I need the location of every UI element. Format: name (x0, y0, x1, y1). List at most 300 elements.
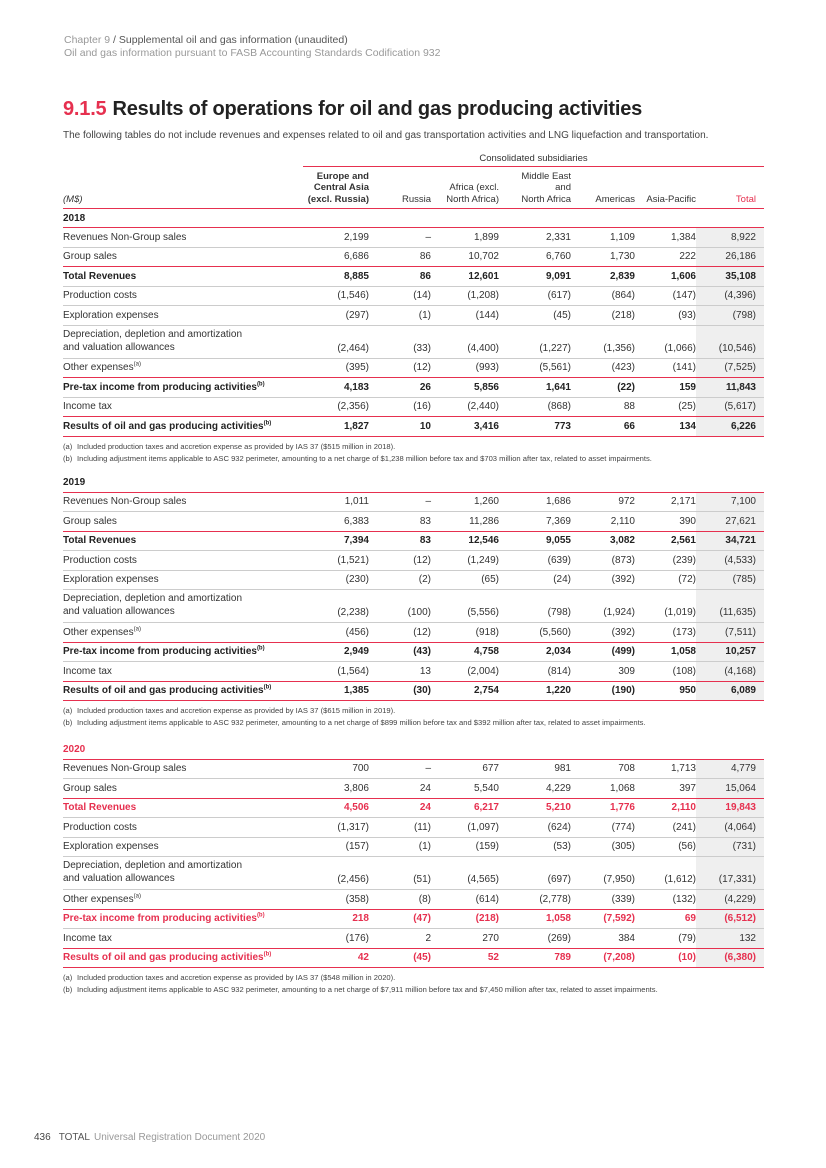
value-asia-pacific: 1,384 (635, 228, 696, 248)
value-russia: (1) (369, 837, 431, 857)
value-mena: (45) (499, 306, 571, 326)
note-b (63, 717, 764, 729)
row-label-text: Total Revenues (63, 270, 137, 282)
row-label-line1: Depreciation, depletion and amortization (63, 593, 242, 604)
row-exploration-expenses (63, 837, 764, 857)
value-africa: (144) (431, 306, 499, 326)
value-europe: 6,686 (303, 247, 369, 267)
value-americas: 384 (571, 929, 635, 949)
value-africa: 12,546 (431, 531, 499, 551)
value-asia-pacific: (56) (635, 837, 696, 857)
value-mena: (2,778) (499, 890, 571, 910)
value-asia-pacific: (10) (635, 948, 696, 968)
row-label (63, 929, 303, 949)
note-b-marker: (b) (63, 985, 73, 994)
value-total: (5,617) (696, 397, 764, 417)
value-africa: (993) (431, 358, 499, 378)
value-total: 6,226 (696, 417, 764, 437)
value-asia-pacific: 159 (635, 378, 696, 398)
row-label (63, 570, 303, 590)
row-label-text: Results of oil and gas producing activities (63, 420, 264, 432)
col-africa-l2: North Africa) (446, 193, 499, 205)
footnote-marker: (b) (263, 951, 272, 958)
row-label (63, 228, 303, 248)
value-africa: 270 (431, 929, 499, 949)
value-asia-pacific: (72) (635, 570, 696, 590)
footnote-marker: (a) (133, 626, 141, 633)
value-asia-pacific: (25) (635, 397, 696, 417)
value-russia: 83 (369, 531, 431, 551)
value-americas: (305) (571, 837, 635, 857)
value-russia: 26 (369, 378, 431, 398)
row-label-text: Income tax (63, 401, 112, 413)
value-americas: 2,839 (571, 267, 635, 287)
value-russia: (43) (369, 642, 431, 662)
section-title (63, 98, 642, 121)
value-mena: (24) (499, 570, 571, 590)
row-label (63, 837, 303, 857)
group-header-row (63, 150, 764, 166)
row-label (63, 492, 303, 512)
notes-2019 (63, 705, 764, 729)
value-total: (6,512) (696, 909, 764, 929)
row-label-text: Results of oil and gas producing activities (63, 952, 264, 964)
footnote-marker: (a) (133, 893, 141, 900)
note-b-text: Including adjustment items applicable to ASC 932 perimeter, amounting to a net charge of $7,911 million before tax and $7,450 million after tax, related to asset impairments. (77, 985, 658, 994)
value-mena: 9,091 (499, 267, 571, 287)
row-label-text: Revenues Non-Group sales (63, 763, 187, 775)
value-africa: 52 (431, 948, 499, 968)
row-label (63, 397, 303, 417)
value-total: 8,922 (696, 228, 764, 248)
value-russia: 86 (369, 247, 431, 267)
note-a-marker: (a) (63, 706, 73, 715)
value-africa: (1,208) (431, 286, 499, 306)
value-total: (798) (696, 306, 764, 326)
value-mena: 981 (499, 759, 571, 779)
value-mena: (624) (499, 818, 571, 838)
row-label (63, 551, 303, 571)
col-mena-l2: and (555, 182, 571, 193)
value-asia-pacific: 2,110 (635, 798, 696, 818)
row-depreciation (63, 325, 764, 358)
note-b (63, 453, 764, 465)
value-africa: 5,856 (431, 378, 499, 398)
value-total: 34,721 (696, 531, 764, 551)
value-russia: (12) (369, 623, 431, 643)
value-total: (4,064) (696, 818, 764, 838)
value-africa: 10,702 (431, 247, 499, 267)
value-asia-pacific: (108) (635, 662, 696, 682)
value-americas: (218) (571, 306, 635, 326)
value-asia-pacific: 397 (635, 779, 696, 799)
year-label: 2018 (63, 209, 303, 228)
col-total: Total (696, 166, 764, 209)
col-europe (303, 166, 369, 209)
row-label (63, 642, 303, 662)
year-label: 2020 (63, 740, 303, 759)
value-africa: (1,097) (431, 818, 499, 838)
value-mena: 1,641 (499, 378, 571, 398)
value-americas: (423) (571, 358, 635, 378)
row-label (63, 247, 303, 267)
value-europe: 1,385 (303, 681, 369, 701)
results-table-2018 (63, 150, 764, 437)
value-russia: 24 (369, 798, 431, 818)
note-a-text: Included production taxes and accretion expense as provided by IAS 37 ($515 million in 2018). (77, 441, 396, 451)
col-europe-l2: Central Asia (313, 182, 369, 193)
value-russia: (12) (369, 358, 431, 378)
value-africa: 4,758 (431, 642, 499, 662)
row-exploration-expenses (63, 306, 764, 326)
value-europe: 3,806 (303, 779, 369, 799)
value-americas: (864) (571, 286, 635, 306)
value-asia-pacific: 2,561 (635, 531, 696, 551)
row-label-text: Other expenses (63, 626, 134, 638)
value-asia-pacific: 1,713 (635, 759, 696, 779)
row-label-text: Results of oil and gas producing activities (63, 685, 264, 697)
value-russia: 83 (369, 512, 431, 532)
value-africa: 12,601 (431, 267, 499, 287)
value-europe: (395) (303, 358, 369, 378)
value-russia: (11) (369, 818, 431, 838)
value-russia: 86 (369, 267, 431, 287)
row-other-expenses (63, 358, 764, 378)
value-total: 15,064 (696, 779, 764, 799)
row-group-sales (63, 779, 764, 799)
row-production-costs (63, 551, 764, 571)
value-europe: (2,464) (303, 325, 369, 358)
value-asia-pacific: (141) (635, 358, 696, 378)
value-africa: 5,540 (431, 779, 499, 799)
value-total: (4,396) (696, 286, 764, 306)
year-row-2020 (63, 740, 764, 759)
note-a-marker: (a) (63, 973, 73, 982)
value-mena: 773 (499, 417, 571, 437)
row-production-costs (63, 818, 764, 838)
value-africa: 11,286 (431, 512, 499, 532)
row-label (63, 759, 303, 779)
value-mena: 6,760 (499, 247, 571, 267)
row-label-line2: and valuation allowances (63, 341, 175, 353)
value-total: 26,186 (696, 247, 764, 267)
value-americas: (499) (571, 642, 635, 662)
footer-brand: TOTAL (58, 1132, 90, 1143)
value-americas: (1,924) (571, 590, 635, 623)
footnote-marker: (b) (256, 645, 265, 652)
value-russia: (100) (369, 590, 431, 623)
row-label (63, 325, 303, 358)
value-americas: 309 (571, 662, 635, 682)
note-b-marker: (b) (63, 453, 73, 463)
value-europe: (358) (303, 890, 369, 910)
footer-doc-title: Universal Registration Document 2020 (94, 1132, 266, 1143)
value-africa: (1,249) (431, 551, 499, 571)
value-americas: 88 (571, 397, 635, 417)
value-europe: (2,356) (303, 397, 369, 417)
value-africa: (614) (431, 890, 499, 910)
page-number: 436 (34, 1132, 51, 1143)
results-table-2020 (63, 740, 764, 968)
row-group-sales (63, 247, 764, 267)
value-russia: – (369, 228, 431, 248)
value-mena: (798) (499, 590, 571, 623)
row-label-text: Exploration expenses (63, 309, 159, 321)
row-revenues-non-group (63, 492, 764, 512)
value-russia: 10 (369, 417, 431, 437)
row-label (63, 267, 303, 287)
value-asia-pacific: (173) (635, 623, 696, 643)
value-russia: (1) (369, 306, 431, 326)
value-europe: (1,521) (303, 551, 369, 571)
value-africa: (218) (431, 909, 499, 929)
note-a-marker: (a) (63, 441, 73, 451)
row-pretax-income (63, 642, 764, 662)
col-africa (431, 166, 499, 209)
section-title-text: Results of operations for oil and gas producing activities (112, 98, 643, 120)
value-europe: 42 (303, 948, 369, 968)
col-africa-l1: Africa (excl. (449, 182, 499, 193)
value-europe: (157) (303, 837, 369, 857)
value-europe: (2,456) (303, 857, 369, 890)
value-americas: (339) (571, 890, 635, 910)
value-americas: 3,082 (571, 531, 635, 551)
row-label-text: Total Revenues (63, 802, 137, 814)
row-label-text: Pre-tax income from producing activities (63, 646, 257, 658)
value-africa: 677 (431, 759, 499, 779)
value-total: (7,525) (696, 358, 764, 378)
row-exploration-expenses (63, 570, 764, 590)
row-results (63, 417, 764, 437)
row-label (63, 948, 303, 968)
row-label (63, 857, 303, 890)
results-table-2019 (63, 473, 764, 701)
value-mena: (53) (499, 837, 571, 857)
row-label-text: Revenues Non-Group sales (63, 231, 187, 243)
value-americas: 1,730 (571, 247, 635, 267)
value-americas: (873) (571, 551, 635, 571)
year-row-2018 (63, 209, 764, 228)
value-mena: (617) (499, 286, 571, 306)
value-russia: (33) (369, 325, 431, 358)
value-europe: (456) (303, 623, 369, 643)
row-income-tax (63, 662, 764, 682)
row-total-revenues (63, 531, 764, 551)
value-asia-pacific: (1,612) (635, 857, 696, 890)
value-mena: (868) (499, 397, 571, 417)
value-russia: (16) (369, 397, 431, 417)
value-africa: (5,556) (431, 590, 499, 623)
row-total-revenues (63, 267, 764, 287)
value-europe: (297) (303, 306, 369, 326)
row-label (63, 818, 303, 838)
value-americas: 66 (571, 417, 635, 437)
value-total: 27,621 (696, 512, 764, 532)
year-label: 2019 (63, 473, 303, 492)
value-americas: (22) (571, 378, 635, 398)
value-africa: (4,400) (431, 325, 499, 358)
value-total: 132 (696, 929, 764, 949)
value-asia-pacific: (79) (635, 929, 696, 949)
note-a (63, 972, 764, 984)
value-americas: 2,110 (571, 512, 635, 532)
value-europe: 2,949 (303, 642, 369, 662)
row-label (63, 909, 303, 929)
value-total: (6,380) (696, 948, 764, 968)
unit-label: (M$) (63, 166, 303, 209)
value-asia-pacific: (239) (635, 551, 696, 571)
value-russia: – (369, 759, 431, 779)
row-label (63, 306, 303, 326)
row-label (63, 378, 303, 398)
value-africa: (2,004) (431, 662, 499, 682)
value-russia: (12) (369, 551, 431, 571)
value-total: 11,843 (696, 378, 764, 398)
value-mena: (5,561) (499, 358, 571, 378)
running-header (64, 34, 440, 59)
value-russia: – (369, 492, 431, 512)
value-europe: (1,317) (303, 818, 369, 838)
value-asia-pacific: 1,058 (635, 642, 696, 662)
row-label (63, 798, 303, 818)
note-b (63, 984, 764, 996)
value-asia-pacific: 222 (635, 247, 696, 267)
year-row-2019 (63, 473, 764, 492)
value-total: (10,546) (696, 325, 764, 358)
value-americas: (392) (571, 623, 635, 643)
value-mena: 5,210 (499, 798, 571, 818)
row-label-text: Group sales (63, 782, 117, 794)
row-pretax-income (63, 909, 764, 929)
value-europe: (230) (303, 570, 369, 590)
value-total: (4,229) (696, 890, 764, 910)
footnote-marker: (b) (263, 684, 272, 691)
value-asia-pacific: 2,171 (635, 492, 696, 512)
table-2019-block (63, 473, 764, 729)
chapter-line: Chapter 9 / Supplemental oil and gas information (unaudited) (64, 34, 348, 46)
value-americas: 972 (571, 492, 635, 512)
note-b-marker: (b) (63, 718, 73, 727)
value-europe: 2,199 (303, 228, 369, 248)
value-europe: 8,885 (303, 267, 369, 287)
value-americas: (7,208) (571, 948, 635, 968)
value-total: 4,779 (696, 759, 764, 779)
value-russia: (14) (369, 286, 431, 306)
value-mena: 4,229 (499, 779, 571, 799)
value-total: (7,511) (696, 623, 764, 643)
value-americas: (7,592) (571, 909, 635, 929)
row-other-expenses (63, 623, 764, 643)
row-label-text: Pre-tax income from producing activities (63, 913, 257, 925)
col-mena-l1: Middle East (521, 170, 571, 182)
value-asia-pacific: (132) (635, 890, 696, 910)
row-revenues-non-group (63, 759, 764, 779)
section-number: 9.1.5 (63, 98, 107, 120)
row-label-text: Production costs (63, 290, 137, 302)
value-asia-pacific: (147) (635, 286, 696, 306)
value-europe: 4,183 (303, 378, 369, 398)
value-mena: 2,331 (499, 228, 571, 248)
value-africa: (918) (431, 623, 499, 643)
col-mena (499, 166, 571, 209)
section-intro: The following tables do not include revenues and expenses related to oil and gas transportation activities and LNG liquefaction and transportation. (63, 130, 709, 141)
row-label-text: Production costs (63, 554, 137, 566)
table-body-2020 (63, 759, 764, 968)
value-americas: 1,068 (571, 779, 635, 799)
value-total: (4,533) (696, 551, 764, 571)
value-total: (17,331) (696, 857, 764, 890)
value-total: 35,108 (696, 267, 764, 287)
value-mena: (5,560) (499, 623, 571, 643)
row-label (63, 779, 303, 799)
row-group-sales (63, 512, 764, 532)
row-label-text: Other expenses (63, 362, 134, 374)
row-label-line1: Depreciation, depletion and amortization (63, 860, 242, 871)
value-europe: 1,011 (303, 492, 369, 512)
value-europe: (176) (303, 929, 369, 949)
col-americas: Americas (571, 166, 635, 209)
value-total: 6,089 (696, 681, 764, 701)
value-russia: 2 (369, 929, 431, 949)
row-label (63, 890, 303, 910)
table-body-2019 (63, 492, 764, 701)
note-b-text: Including adjustment items applicable to ASC 932 perimeter, amounting to a net charge of $1,238 million before tax and $703 million after tax, related to asset impairments. (77, 453, 652, 463)
value-americas: 1,109 (571, 228, 635, 248)
row-revenues-non-group (63, 228, 764, 248)
value-africa: 1,260 (431, 492, 499, 512)
value-total: 19,843 (696, 798, 764, 818)
row-label (63, 590, 303, 623)
row-label (63, 417, 303, 437)
value-asia-pacific: 390 (635, 512, 696, 532)
value-africa: (4,565) (431, 857, 499, 890)
value-russia: (47) (369, 909, 431, 929)
row-label-text: Exploration expenses (63, 574, 159, 586)
value-mena: 1,058 (499, 909, 571, 929)
value-russia: 24 (369, 779, 431, 799)
value-europe: (2,238) (303, 590, 369, 623)
value-russia: (45) (369, 948, 431, 968)
value-total: 7,100 (696, 492, 764, 512)
row-results (63, 681, 764, 701)
value-asia-pacific: 69 (635, 909, 696, 929)
value-mena: 9,055 (499, 531, 571, 551)
value-mena: (269) (499, 929, 571, 949)
row-label (63, 531, 303, 551)
row-income-tax (63, 929, 764, 949)
row-label (63, 623, 303, 643)
row-label-text: Total Revenues (63, 535, 137, 547)
row-label-text: Income tax (63, 932, 112, 944)
value-total: (731) (696, 837, 764, 857)
row-label-text: Pre-tax income from producing activities (63, 381, 257, 393)
row-label-text: Revenues Non-Group sales (63, 496, 187, 508)
row-label (63, 512, 303, 532)
value-europe: (1,564) (303, 662, 369, 682)
value-americas: (7,950) (571, 857, 635, 890)
note-a-text: Included production taxes and accretion expense as provided by IAS 37 ($548 million in 2020). (77, 973, 396, 982)
chapter-label: Chapter 9 (64, 34, 111, 46)
value-total: (4,168) (696, 662, 764, 682)
value-africa: (2,440) (431, 397, 499, 417)
col-europe-l3: (excl. Russia) (307, 193, 369, 205)
value-americas: 708 (571, 759, 635, 779)
row-label (63, 358, 303, 378)
row-production-costs (63, 286, 764, 306)
value-total: 10,257 (696, 642, 764, 662)
value-russia: (30) (369, 681, 431, 701)
note-a (63, 441, 764, 453)
